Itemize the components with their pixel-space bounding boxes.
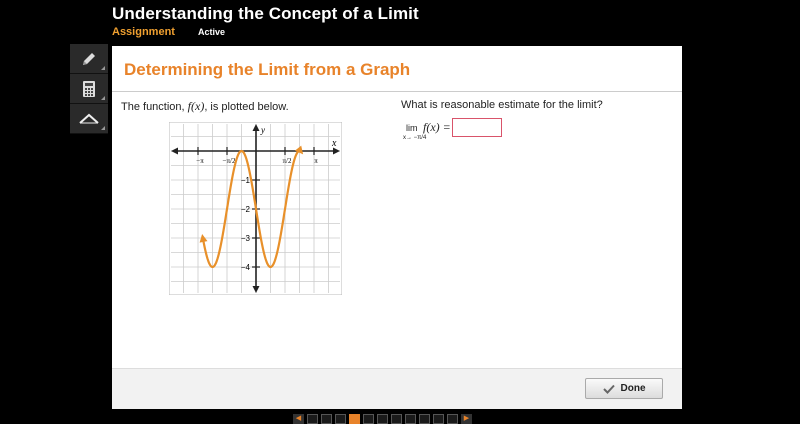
function-prompt-post: , is plotted below. [204,101,289,113]
toolbar [70,44,108,134]
pencil-icon [80,50,98,68]
pager-item[interactable] [335,414,346,424]
x-tick-label: π [314,157,318,165]
pager-item[interactable] [433,414,444,424]
function-prompt-pre: The function, [121,101,188,113]
y-tick-label: −3 [240,234,250,243]
y-tick-label: −2 [240,205,250,214]
y-axis-label: y [261,125,265,135]
lim-word: lim [406,123,418,133]
pager-item-current[interactable] [349,414,360,424]
x-tick-label: −π [196,157,204,165]
limit-question: What is reasonable estimate for the limit? [401,99,603,111]
pager-item[interactable] [307,414,318,424]
assignment-status [112,26,225,38]
pager-item[interactable] [419,414,430,424]
collapse-icon [78,111,100,127]
calculator-tool-button[interactable] [70,74,108,104]
x-axis-label: x [332,138,337,149]
pager-item[interactable] [321,414,332,424]
x-tick-label: π/2 [282,157,292,165]
pager-item[interactable] [405,414,416,424]
calculator-icon [81,80,97,98]
question-panel [112,46,682,408]
status-value: Active [198,27,226,37]
answer-input[interactable] [452,118,502,137]
lim-subscript: x→ −π/4 [403,135,427,141]
pager-item[interactable] [377,414,388,424]
function-prompt [121,99,289,114]
pager-item[interactable] [447,414,458,424]
assignment-title: Understanding the Concept of a Limit [112,4,419,23]
y-tick-label: −1 [240,176,250,185]
lim-function: f(x) = [423,120,451,134]
pager-prev-button[interactable]: ◀ [293,414,304,424]
function-name: f(x) [187,99,205,113]
pager-item[interactable] [363,414,374,424]
status-label: Assignment [112,26,175,38]
collapse-tool-button[interactable] [70,104,108,134]
function-graph [169,122,342,295]
pager-item[interactable] [391,414,402,424]
done-button[interactable] [585,378,663,399]
pager-next-button[interactable]: ▶ [461,414,472,424]
checkmark-icon [603,384,615,394]
done-label: Done [620,383,646,394]
question-pager [293,414,472,424]
title-divider [112,91,682,92]
x-tick-label: −π/2 [222,157,236,165]
pencil-tool-button[interactable] [70,44,108,74]
question-title: Determining the Limit from a Graph [124,60,411,79]
y-tick-label: −4 [240,263,250,272]
